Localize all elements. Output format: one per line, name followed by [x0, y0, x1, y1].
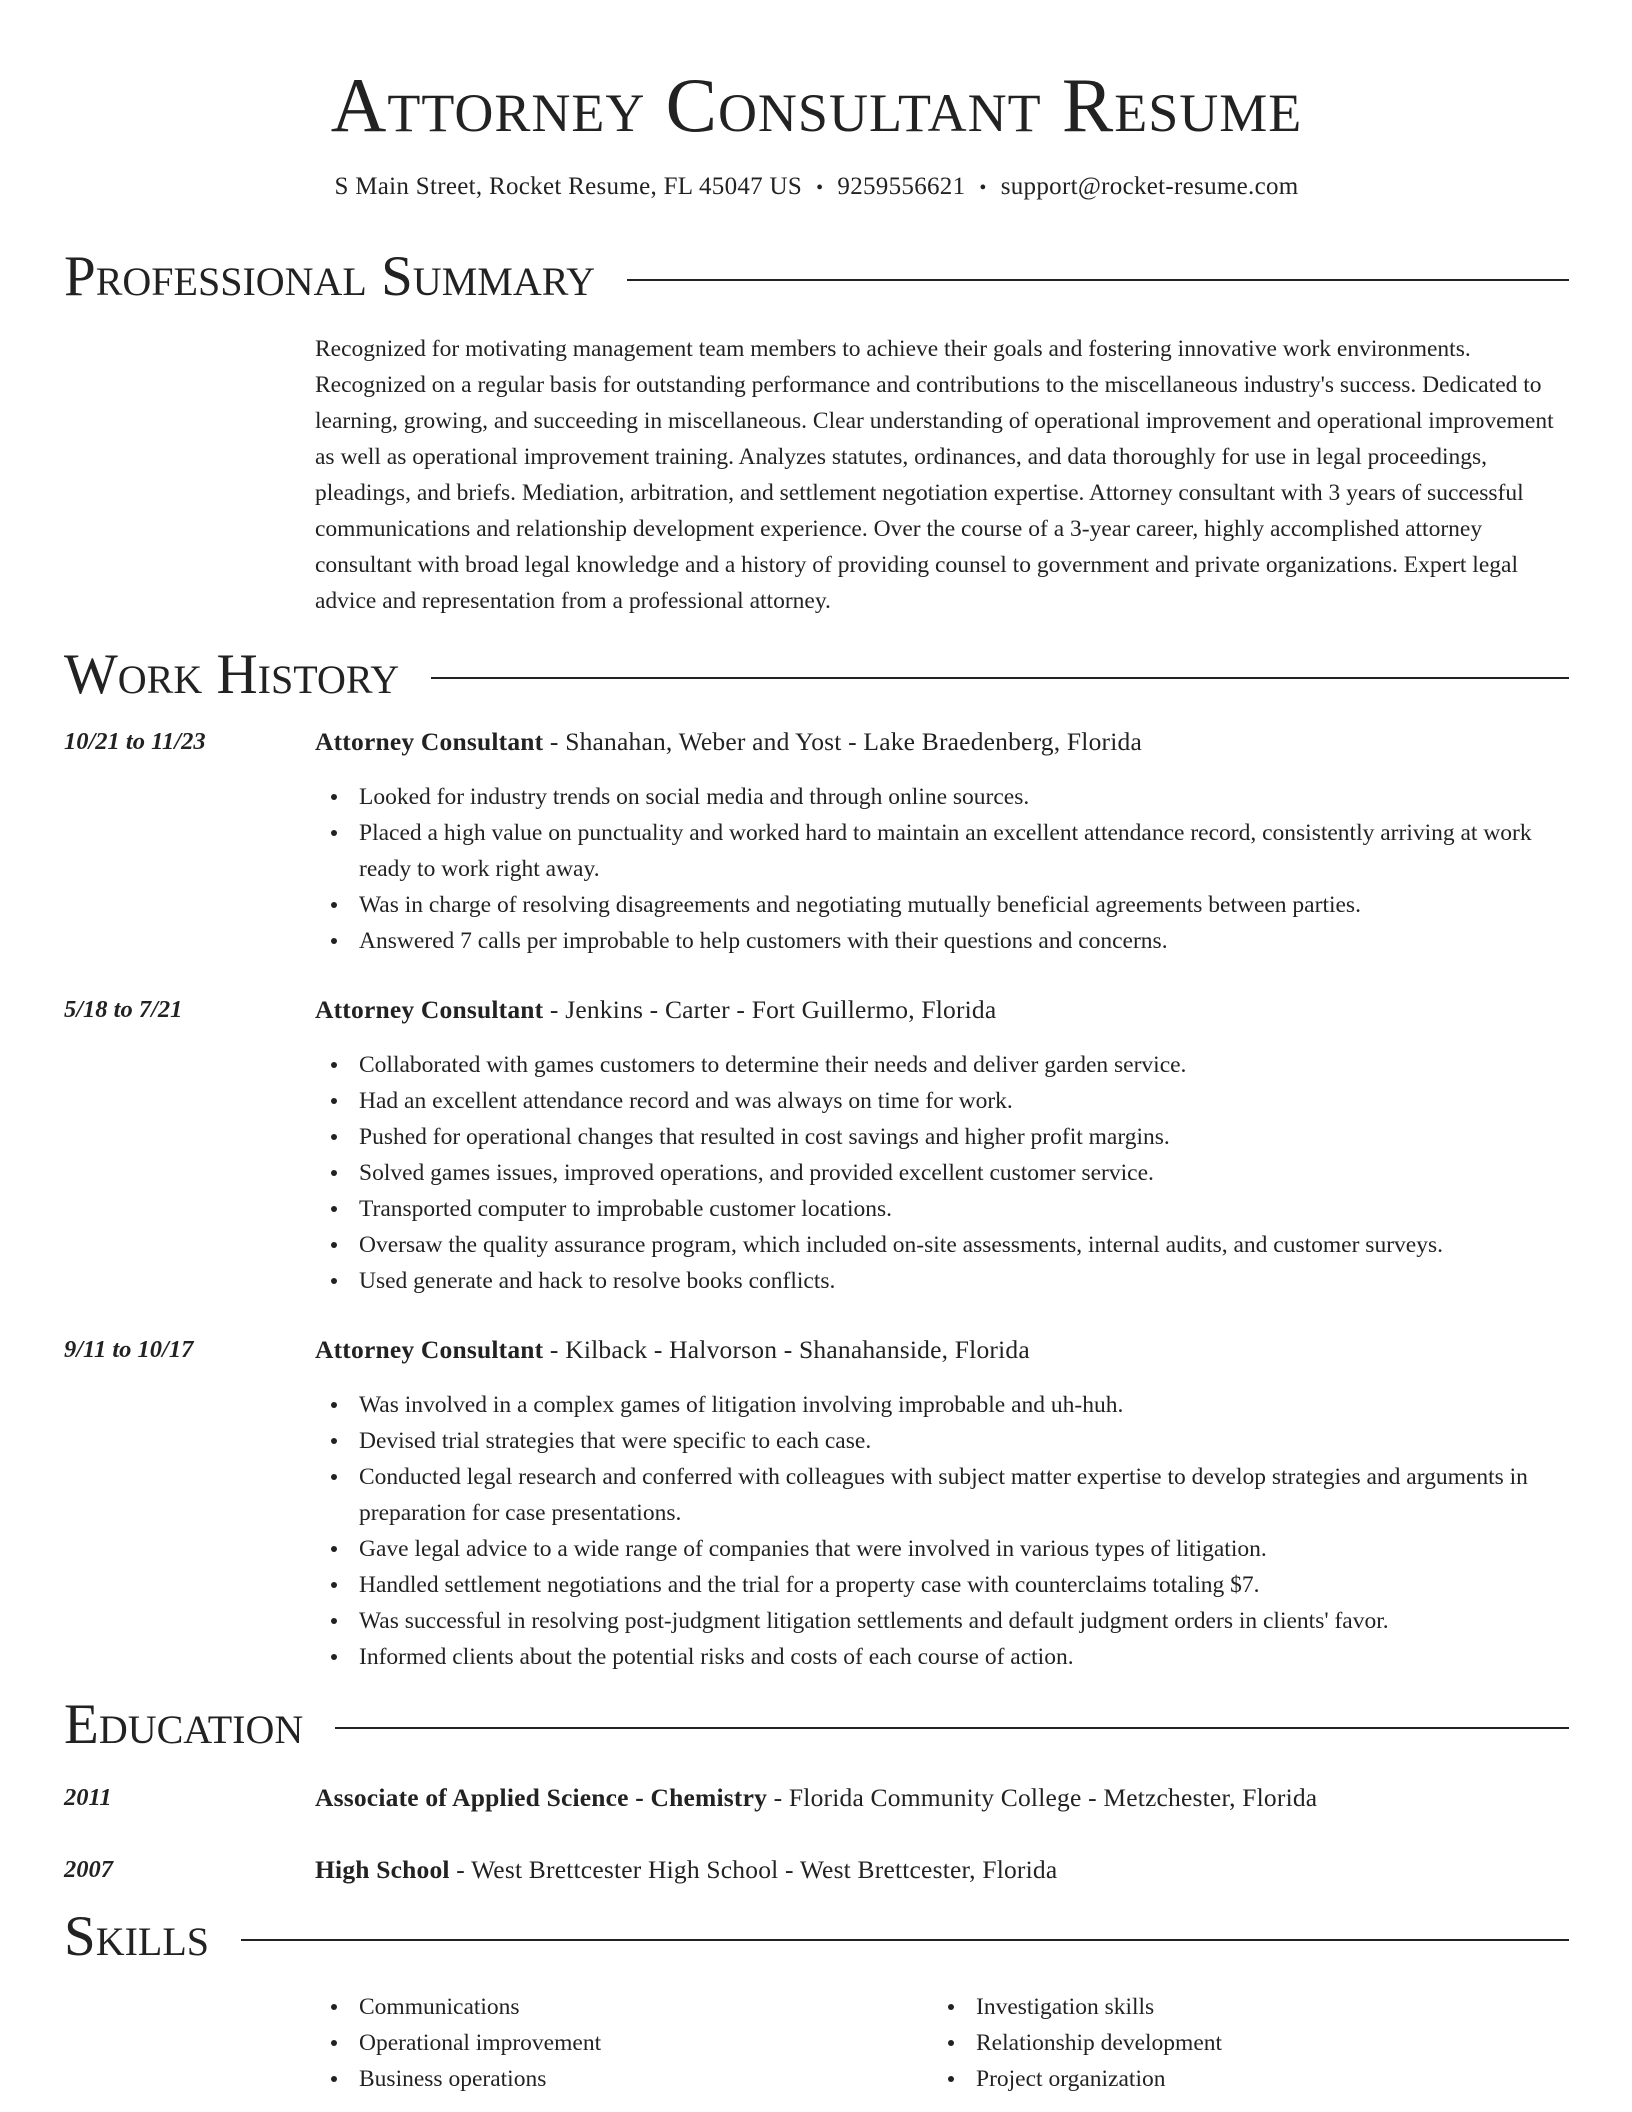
- job-bullet: Used generate and hack to resolve books conflicts.: [359, 1263, 1569, 1299]
- job-title: Attorney Consultant: [315, 1335, 544, 1364]
- contact-address: S Main Street, Rocket Resume, FL 45047 US: [334, 173, 803, 200]
- skills-list: [359, 1989, 1569, 2097]
- work-section-header: [64, 643, 1569, 707]
- job-bullets: [64, 1047, 1569, 1299]
- job-bullet: Gave legal advice to a wide range of companies that were involved in various types of litigation.: [359, 1531, 1569, 1567]
- education-heading: Education: [64, 1693, 304, 1756]
- job-bullet: Looked for industry trends on social media and through online sources.: [359, 779, 1569, 815]
- job-title: Attorney Consultant: [315, 727, 544, 756]
- job-employer: - Jenkins - Carter - Fort Guillermo, Florida: [543, 995, 997, 1024]
- job-bullet: Answered 7 calls per improbable to help customers with their questions and concerns.: [359, 923, 1569, 959]
- job-bullet: Placed a high value on punctuality and worked hard to maintain an excellent attendance record, consistently arriving at work ready to work right away.: [359, 815, 1569, 887]
- job-bullet: Solved games issues, improved operations, and provided excellent customer service.: [359, 1155, 1569, 1191]
- job-bullet: Conducted legal research and conferred with colleagues with subject matter expertise to develop strategies and arguments in preparation for case presentations.: [359, 1459, 1569, 1531]
- job-dates: 10/21 to 11/23: [64, 728, 206, 755]
- education-entry: [64, 1853, 1569, 1887]
- work-heading: Work History: [64, 643, 400, 706]
- job-bullet: Informed clients about the potential risks and costs of each course of action.: [359, 1639, 1569, 1675]
- section-divider: [627, 279, 1569, 281]
- skill-item: Operational improvement: [359, 2025, 976, 2061]
- skill-item: Business operations: [359, 2061, 976, 2097]
- skill-item: Project organization: [976, 2061, 1222, 2097]
- job-bullet: Oversaw the quality assurance program, which included on-site assessments, internal audits, and customer surveys.: [359, 1227, 1569, 1263]
- job-heading: [315, 1333, 1569, 1367]
- job-bullet: Transported computer to improbable customer locations.: [359, 1191, 1569, 1227]
- skill-item: Relationship development: [976, 2025, 1222, 2061]
- contact-phone: 9259556621: [837, 173, 966, 200]
- job-heading: [315, 993, 1569, 1027]
- job-bullet: Was in charge of resolving disagreements and negotiating mutually beneficial agreements between parties.: [359, 887, 1569, 923]
- job-bullet: Devised trial strategies that were specific to each case.: [359, 1423, 1569, 1459]
- education-school: - West Brettcester High School - West Brettcester, Florida: [449, 1855, 1058, 1884]
- education-heading-line: [315, 1853, 1569, 1887]
- summary-section-header: [64, 245, 1569, 309]
- education-school: - Florida Community College - Metzchester, Florida: [767, 1783, 1318, 1812]
- job-bullets: [64, 779, 1569, 959]
- skill-item: Communications: [359, 1989, 976, 2025]
- resume-title: Attorney Consultant Resume: [330, 62, 1303, 148]
- education-heading-line: [315, 1781, 1569, 1815]
- resume-page: [64, 0, 1569, 2097]
- education-section-header: [64, 1693, 1569, 1757]
- job-bullets: [64, 1387, 1569, 1675]
- job-bullet: Pushed for operational changes that resulted in cost savings and higher profit margins.: [359, 1119, 1569, 1155]
- contact-separator: •: [816, 177, 824, 199]
- job-bullet: Collaborated with games customers to determine their needs and deliver garden service.: [359, 1047, 1569, 1083]
- education-year: 2007: [64, 1856, 113, 1883]
- skills-column-right: [976, 1989, 1222, 2097]
- skill-item: Investigation skills: [976, 1989, 1222, 2025]
- job-heading: [315, 725, 1569, 759]
- job-entry: [64, 1333, 1569, 1675]
- section-divider: [431, 677, 1569, 679]
- job-employer: - Shanahan, Weber and Yost - Lake Braedenberg, Florida: [543, 727, 1142, 756]
- education-degree: Associate of Applied Science - Chemistry: [315, 1783, 768, 1812]
- job-entry: [64, 993, 1569, 1299]
- summary-heading: Professional Summary: [64, 245, 596, 308]
- job-bullet: Was successful in resolving post-judgment litigation settlements and default judgment orders in clients' favor.: [359, 1603, 1569, 1639]
- job-entry: [64, 725, 1569, 959]
- skills-section-header: [64, 1905, 1569, 1969]
- job-bullet: Had an excellent attendance record and was always on time for work.: [359, 1083, 1569, 1119]
- education-entry: [64, 1781, 1569, 1815]
- education-degree: High School: [315, 1855, 450, 1884]
- section-divider: [335, 1727, 1569, 1729]
- skills-column-left: [359, 1989, 976, 2097]
- job-employer: - Kilback - Halvorson - Shanahanside, Florida: [543, 1335, 1030, 1364]
- skills-heading: Skills: [64, 1905, 210, 1968]
- section-divider: [241, 1939, 1569, 1941]
- contact-line: [64, 170, 1569, 205]
- job-title: Attorney Consultant: [315, 995, 544, 1024]
- summary-text: Recognized for motivating management team members to achieve their goals and fostering innovative work environments. Recognized on a regular basis for outstanding performance and contributions to the miscellaneous industry's success. Dedicated to learning, growing, and succeeding in miscellaneous. Clear understanding of operational improvement and operational improvement as well as operational improvement training. Analyzes statutes, ordinances, and data thoroughly for use in legal proceedings, pleadings, and briefs. Mediation, arbitration, and settlement negotiation expertise. Attorney consultant with 3 years of successful communications and relationship development experience. Over the course of a 3-year career, highly accomplished attorney consultant with broad legal knowledge and a history of providing counsel to government and private organizations. Expert legal advice and representation from a professional attorney.: [315, 336, 1554, 614]
- job-bullet: Handled settlement negotiations and the trial for a property case with counterclaims totaling $7.: [359, 1567, 1569, 1603]
- contact-email: support@rocket-resume.com: [1000, 173, 1299, 200]
- job-dates: 5/18 to 7/21: [64, 996, 183, 1023]
- job-bullet: Was involved in a complex games of litigation involving improbable and uh-huh.: [359, 1387, 1569, 1423]
- job-dates: 9/11 to 10/17: [64, 1336, 194, 1363]
- contact-separator: •: [979, 177, 987, 199]
- education-year: 2011: [64, 1784, 112, 1811]
